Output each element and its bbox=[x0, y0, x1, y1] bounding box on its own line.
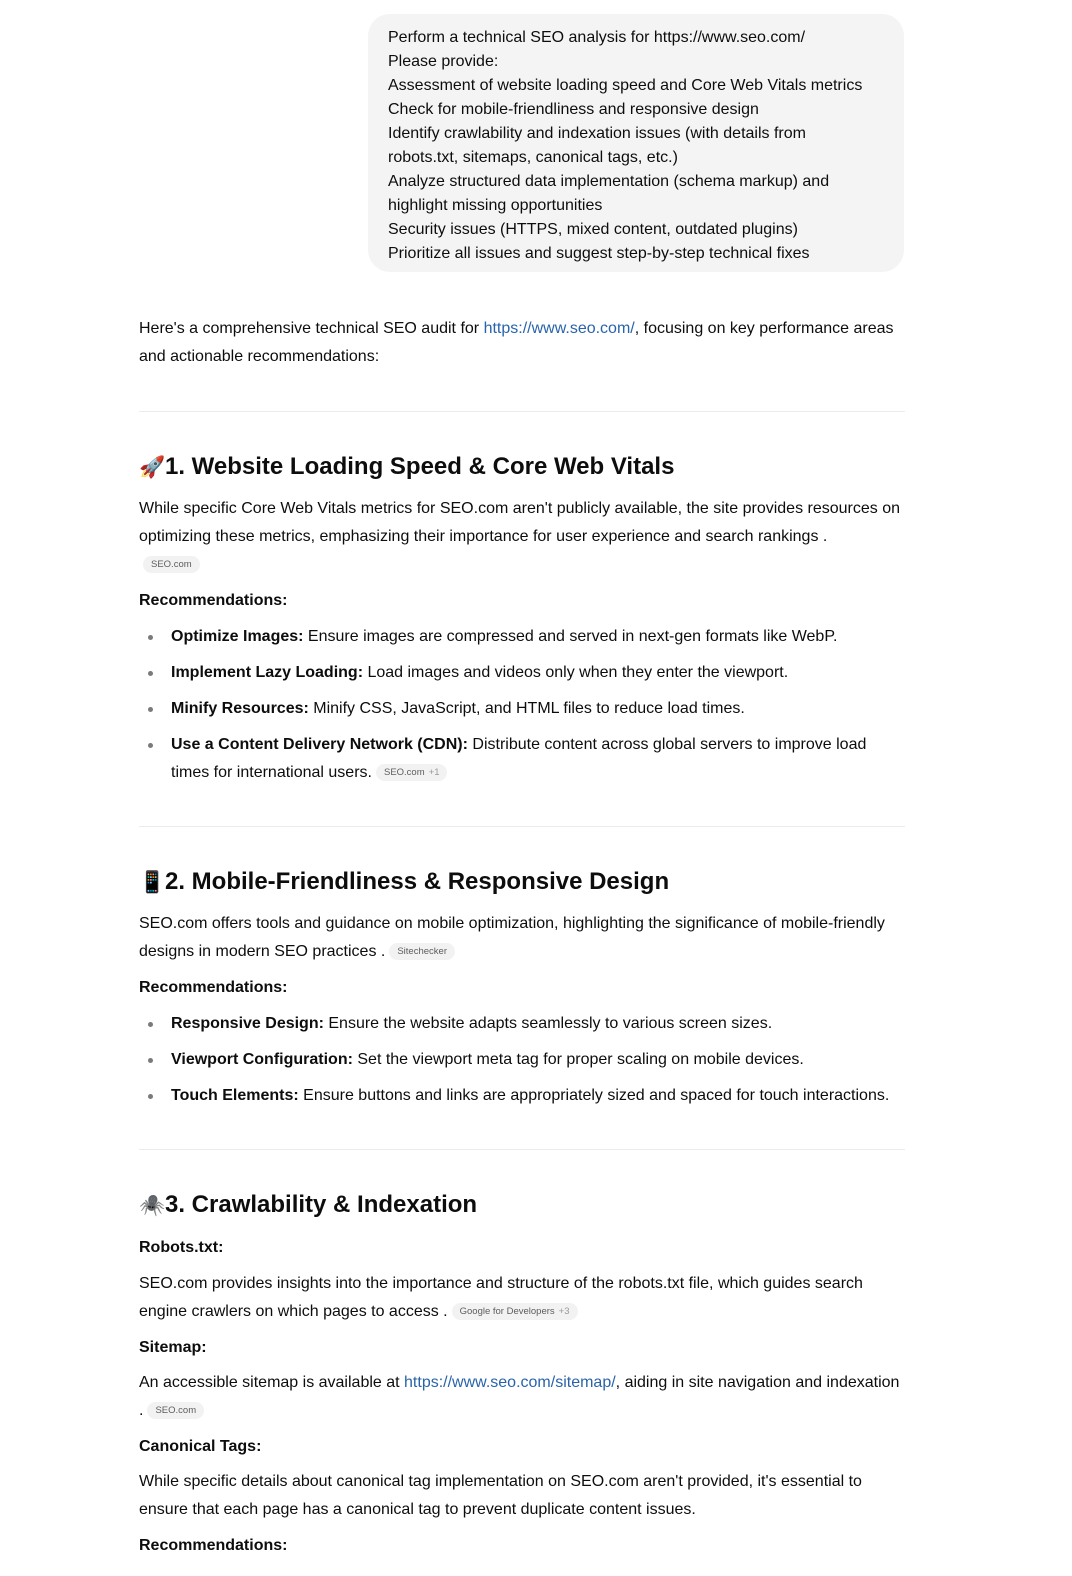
user-message-bubble bbox=[368, 14, 904, 272]
source-citation-pill[interactable]: Sitechecker bbox=[389, 943, 455, 960]
user-message-line: Analyze structured data implementation (schema markup) and bbox=[388, 173, 830, 190]
intro-paragraph: Here's a comprehensive technical SEO audit for https://www.seo.com/, focusing on key performance areas and actionable recommendations: bbox=[139, 320, 894, 365]
user-message-line: Please provide: bbox=[388, 53, 499, 70]
user-message-line: Identify crawlability and indexation issues (with details from bbox=[388, 125, 806, 142]
recommendations-label: Recommendations: bbox=[139, 1537, 288, 1554]
source-citation-pill[interactable]: SEO.com +1 bbox=[376, 764, 448, 781]
list-item: Touch Elements: Ensure buttons and links are appropriately sized and spaced for touch interactions. bbox=[139, 1082, 905, 1110]
canonical-tags-label: Canonical Tags: bbox=[139, 1438, 262, 1455]
section2-recommendations-list bbox=[139, 1010, 905, 1110]
source-citation-pill[interactable]: Google for Developers +3 bbox=[452, 1303, 578, 1320]
robots-txt-paragraph: SEO.com provides insights into the importance and structure of the robots.txt file, which guides search engine crawlers on which pages to access . Google for Developers +3 bbox=[139, 1275, 863, 1320]
section2-paragraph: SEO.com offers tools and guidance on mobile optimization, highlighting the significance of mobile-friendly designs in modern SEO practices . Sitechecker bbox=[139, 915, 885, 960]
section-heading-loading-speed: 🚀1. Website Loading Speed & Core Web Vitals bbox=[139, 451, 905, 483]
user-message-line: Prioritize all issues and suggest step-by-step technical fixes bbox=[388, 245, 810, 262]
list-item: Implement Lazy Loading: Load images and videos only when they enter the viewport. bbox=[139, 659, 905, 687]
spider-icon: 🕷️ bbox=[139, 1193, 166, 1217]
user-message-line: robots.txt, sitemaps, canonical tags, etc.) bbox=[388, 149, 678, 166]
sitemap-label: Sitemap: bbox=[139, 1339, 207, 1356]
rocket-icon: 🚀 bbox=[139, 455, 166, 479]
sitemap-link[interactable]: https://www.seo.com/sitemap/ bbox=[404, 1374, 616, 1391]
list-item: Optimize Images: Ensure images are compressed and served in next-gen formats like WebP. bbox=[139, 623, 905, 651]
source-citation-pill[interactable]: SEO.com bbox=[147, 1402, 204, 1419]
mobile-phone-icon: 📱 bbox=[139, 870, 166, 894]
sitemap-paragraph: An accessible sitemap is available at https://www.seo.com/sitemap/, aiding in site navigation and indexation . SEO.com bbox=[139, 1374, 900, 1419]
canonical-tags-paragraph: While specific details about canonical tag implementation on SEO.com aren't provided, it's essential to ensure that each page has a canonical tag to prevent duplicate content issues. bbox=[139, 1473, 862, 1518]
user-message-line: Perform a technical SEO analysis for https://www.seo.com/ bbox=[388, 29, 806, 46]
section-heading-mobile-friendliness: 📱2. Mobile-Friendliness & Responsive Design bbox=[139, 866, 905, 898]
user-message-line: Assessment of website loading speed and Core Web Vitals metrics bbox=[388, 77, 863, 94]
list-item: Responsive Design: Ensure the website adapts seamlessly to various screen sizes. bbox=[139, 1010, 905, 1038]
user-message-line: Check for mobile-friendliness and responsive design bbox=[388, 101, 759, 118]
recommendations-label: Recommendations: bbox=[139, 592, 288, 609]
list-item: Minify Resources: Minify CSS, JavaScript, and HTML files to reduce load times. bbox=[139, 695, 905, 723]
seo-com-link[interactable]: https://www.seo.com/ bbox=[483, 320, 635, 337]
robots-txt-label: Robots.txt: bbox=[139, 1239, 224, 1256]
recommendations-label: Recommendations: bbox=[139, 979, 288, 996]
section1-paragraph: While specific Core Web Vitals metrics for SEO.com aren't publicly available, the site provides resources on optimizing these metrics, emphasizing their importance for user experience and search rankings . SEO.com bbox=[139, 495, 905, 579]
section-heading-crawlability: 🕷️3. Crawlability & Indexation bbox=[139, 1189, 905, 1221]
user-message-line: Security issues (HTTPS, mixed content, outdated plugins) bbox=[388, 221, 798, 238]
source-citation-pill[interactable]: SEO.com bbox=[143, 556, 200, 573]
list-item: Viewport Configuration: Set the viewport meta tag for proper scaling on mobile devices. bbox=[139, 1046, 905, 1074]
list-item: Use a Content Delivery Network (CDN): Distribute content across global servers to improve load times for international users. SEO.com +1 bbox=[139, 731, 905, 787]
section1-recommendations-list bbox=[139, 623, 905, 787]
section-divider bbox=[139, 411, 905, 412]
section-divider bbox=[139, 826, 905, 827]
section-divider bbox=[139, 1149, 905, 1150]
user-message-line: highlight missing opportunities bbox=[388, 197, 603, 214]
